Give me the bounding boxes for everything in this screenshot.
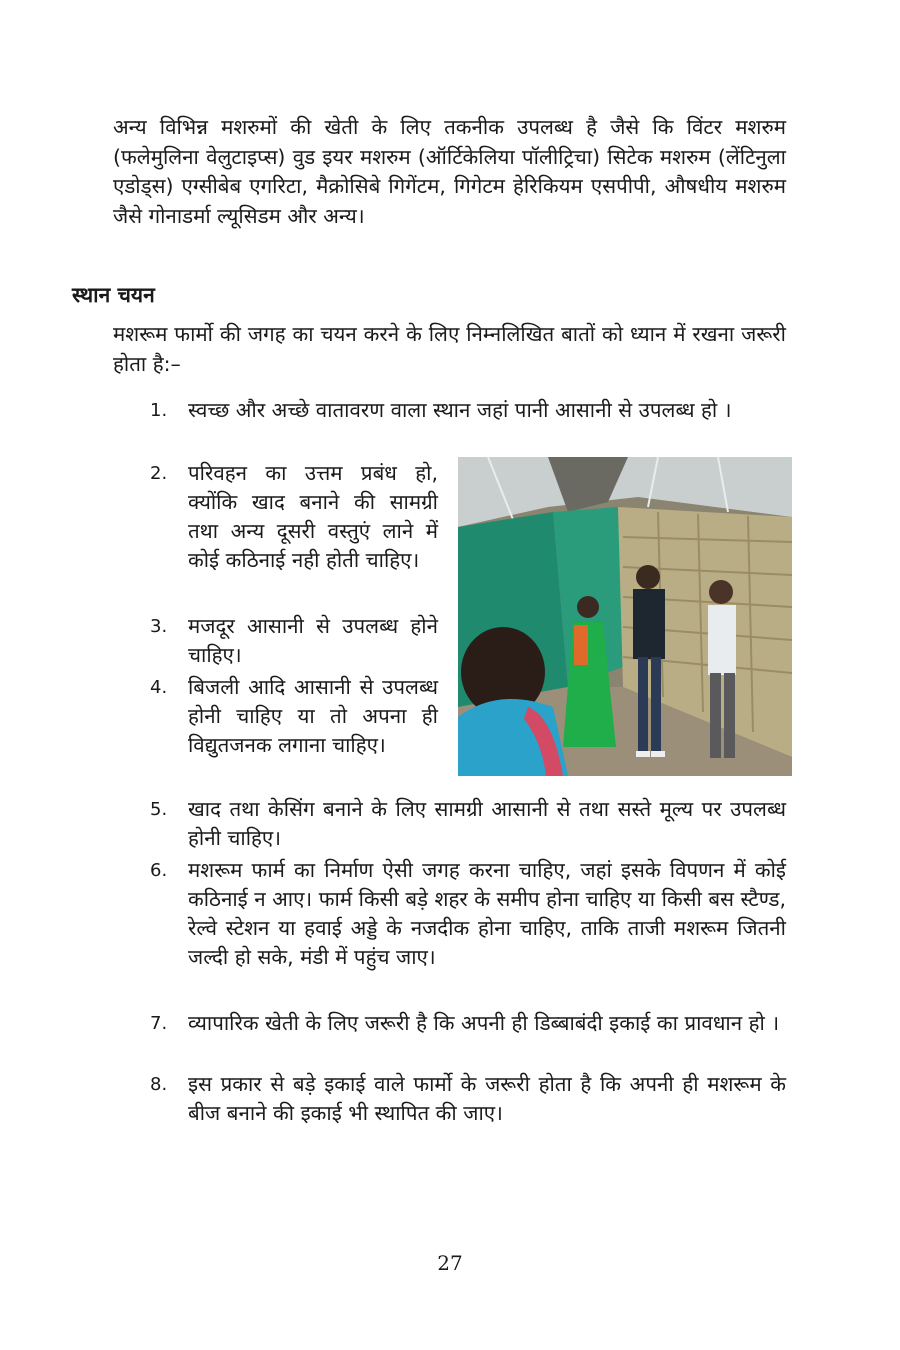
page-number: 27 [437,1251,463,1275]
section-intro: मशरूम फार्मो की जगह का चयन करने के लिए निम्नलिखित बातों को ध्यान में रखना जरूरी होता है:– [113,322,786,376]
list-number: 7. [150,1013,168,1034]
list-text: व्यापारिक खेती के लिए जरूरी है कि अपनी ही डिब्बाबंदी इकाई का प्रावधान हो । [188,1011,780,1035]
section-heading: स्थान चयन [72,283,155,307]
list-number: 3. [150,616,168,637]
photo-illustration [458,457,792,776]
list-text: स्वच्छ और अच्छे वातावरण वाला स्थान जहां पानी आसानी से उपलब्ध हो । [188,398,732,422]
list-number: 2. [150,463,168,484]
list-text: मजदूर आसानी से उपलब्ध होने चाहिए। [188,614,438,667]
list-number: 1. [150,400,168,421]
list-text: परिवहन का उत्तम प्रबंध हो, क्योंकि खाद बनाने की सामग्री तथा अन्य दूसरी वस्तुएं लाने में कोई कठिनाई नही होती चाहिए। [188,461,438,572]
mushroom-farm-photo [458,457,792,776]
list-text: मशरूम फार्म का निर्माण ऐसी जगह करना चाहिए, जहां इसके विपणन में कोई कठिनाई न आए। फार्म किसी बड़े शहर के समीप होना चाहिए या किसी बस स्टैण्ड, रेल्वे स्टेशन या हवाई अड्डे के नजदीक होना चाहिए, ताकि ताजी मशरूम जितनी जल्दी हो सके, मंडी में पहुंच जाए। [188,858,786,969]
list-text: इस प्रकार से बड़े इकाई वाले फार्मो के जरूरी होता है कि अपनी ही मशरूम के बीज बनाने की इकाई भी स्थापित की जाए। [188,1072,786,1125]
intro-paragraph: अन्य विभिन्न मशरुमों की खेती के लिए तकनीक उपलब्ध है जैसे कि विंटर मशरुम (फलेमुलिना वेलुटाइप्स) वुड इयर मशरुम (ऑर्टिकेलिया पॉलीट्रिचा) सिटेक मशरुम (लेंटिनुला एडोड्स) एग्सीबेब एगरिटा, मैक्रोसिबे गिगेंटम, गिगेटम हेरिकियम एसपीपी, औषधीय मशरुम जैसे गोनाडर्मा ल्यूसिडम और अन्य। [113,115,786,228]
list-text: खाद तथा केसिंग बनाने के लिए सामग्री आसानी से तथा सस्ते मूल्य पर उपलब्ध होनी चाहिए। [188,797,786,850]
list-number: 6. [150,860,168,881]
list-number: 8. [150,1074,168,1095]
list-number: 5. [150,799,168,820]
list-number: 4. [150,677,168,698]
list-text: बिजली आदि आसानी से उपलब्ध होनी चाहिए या तो अपना ही विद्युतजनक लगाना चाहिए। [188,675,438,757]
